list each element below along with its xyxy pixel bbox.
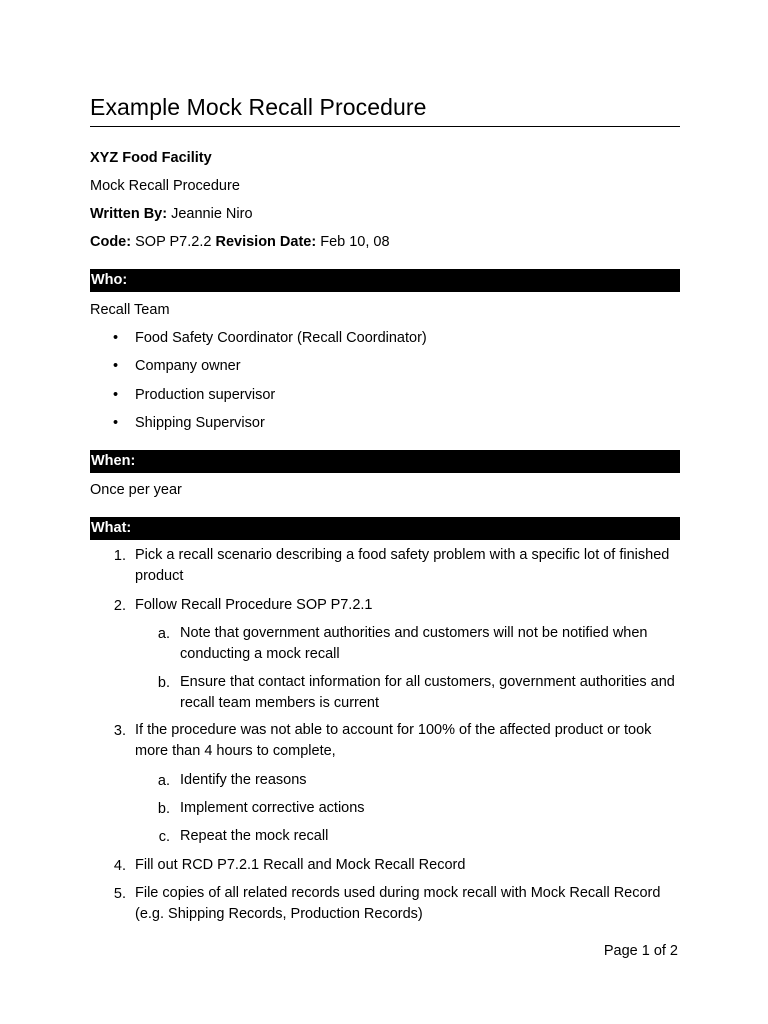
when-section-header <box>90 450 680 473</box>
who-heading: Who: <box>91 272 128 288</box>
what-section-header <box>90 517 680 540</box>
when-heading: When: <box>91 453 136 469</box>
list-item: Shipping Supervisor <box>135 415 265 431</box>
substep-text: Ensure that contact information for all customers, government authorities and recall team members is current <box>180 674 675 711</box>
bullet-icon: • <box>113 387 119 403</box>
bullet-icon: • <box>113 330 119 346</box>
page-number: Page 1 of 2 <box>603 943 678 959</box>
step-text: File copies of all related records used during mock recall with Mock Recall Record (e.g. Shipping Records, Production Records) <box>135 885 661 922</box>
who-intro: Recall Team <box>90 302 170 318</box>
substep-label: a. <box>157 773 170 789</box>
list-item: Production supervisor <box>135 387 276 403</box>
what-heading: What: <box>91 520 132 536</box>
substep-text: Identify the reasons <box>180 772 307 788</box>
document-title: Example Mock Recall Procedure <box>90 92 680 127</box>
facility-name: XYZ Food Facility <box>90 150 212 166</box>
who-section-header <box>90 269 680 292</box>
written-by-value: Jeannie Niro <box>167 206 253 222</box>
bullet-icon: • <box>113 358 119 374</box>
substep-text: Implement corrective actions <box>180 800 365 816</box>
step-number: 2. <box>113 598 126 614</box>
substep-label: c. <box>158 829 170 845</box>
step-number: 4. <box>113 858 126 874</box>
list-item: Company owner <box>135 358 241 374</box>
when-text: Once per year <box>90 482 182 498</box>
code-label: Code: <box>90 234 132 250</box>
list-item: Food Safety Coordinator (Recall Coordinator) <box>135 330 427 346</box>
substep-label: b. <box>157 675 170 691</box>
step-number: 1. <box>113 548 126 564</box>
procedure-subtitle: Mock Recall Procedure <box>90 178 240 194</box>
substep-text: Note that government authorities and customers will not be notified when conducting a mock recall <box>180 625 648 662</box>
step-text: If the procedure was not able to account for 100% of the affected product or took more than 4 hours to complete, <box>135 722 652 759</box>
substep-label: a. <box>157 626 170 642</box>
revision-date-label: Revision Date: <box>215 234 317 250</box>
step-number: 5. <box>113 886 126 902</box>
code-value: SOP P7.2.2 <box>131 234 216 250</box>
written-by-line <box>90 205 253 223</box>
code-line <box>90 233 390 251</box>
written-by-label: Written By: <box>90 206 168 222</box>
bullet-icon: • <box>113 415 119 431</box>
step-text: Fill out RCD P7.2.1 Recall and Mock Recall Record <box>135 857 466 873</box>
step-number: 3. <box>113 723 126 739</box>
substep-text: Repeat the mock recall <box>180 828 329 844</box>
step-text: Follow Recall Procedure SOP P7.2.1 <box>135 597 373 613</box>
revision-date-value: Feb 10, 08 <box>316 234 390 250</box>
step-text: Pick a recall scenario describing a food safety problem with a specific lot of finished product <box>135 547 670 584</box>
substep-label: b. <box>157 801 170 817</box>
